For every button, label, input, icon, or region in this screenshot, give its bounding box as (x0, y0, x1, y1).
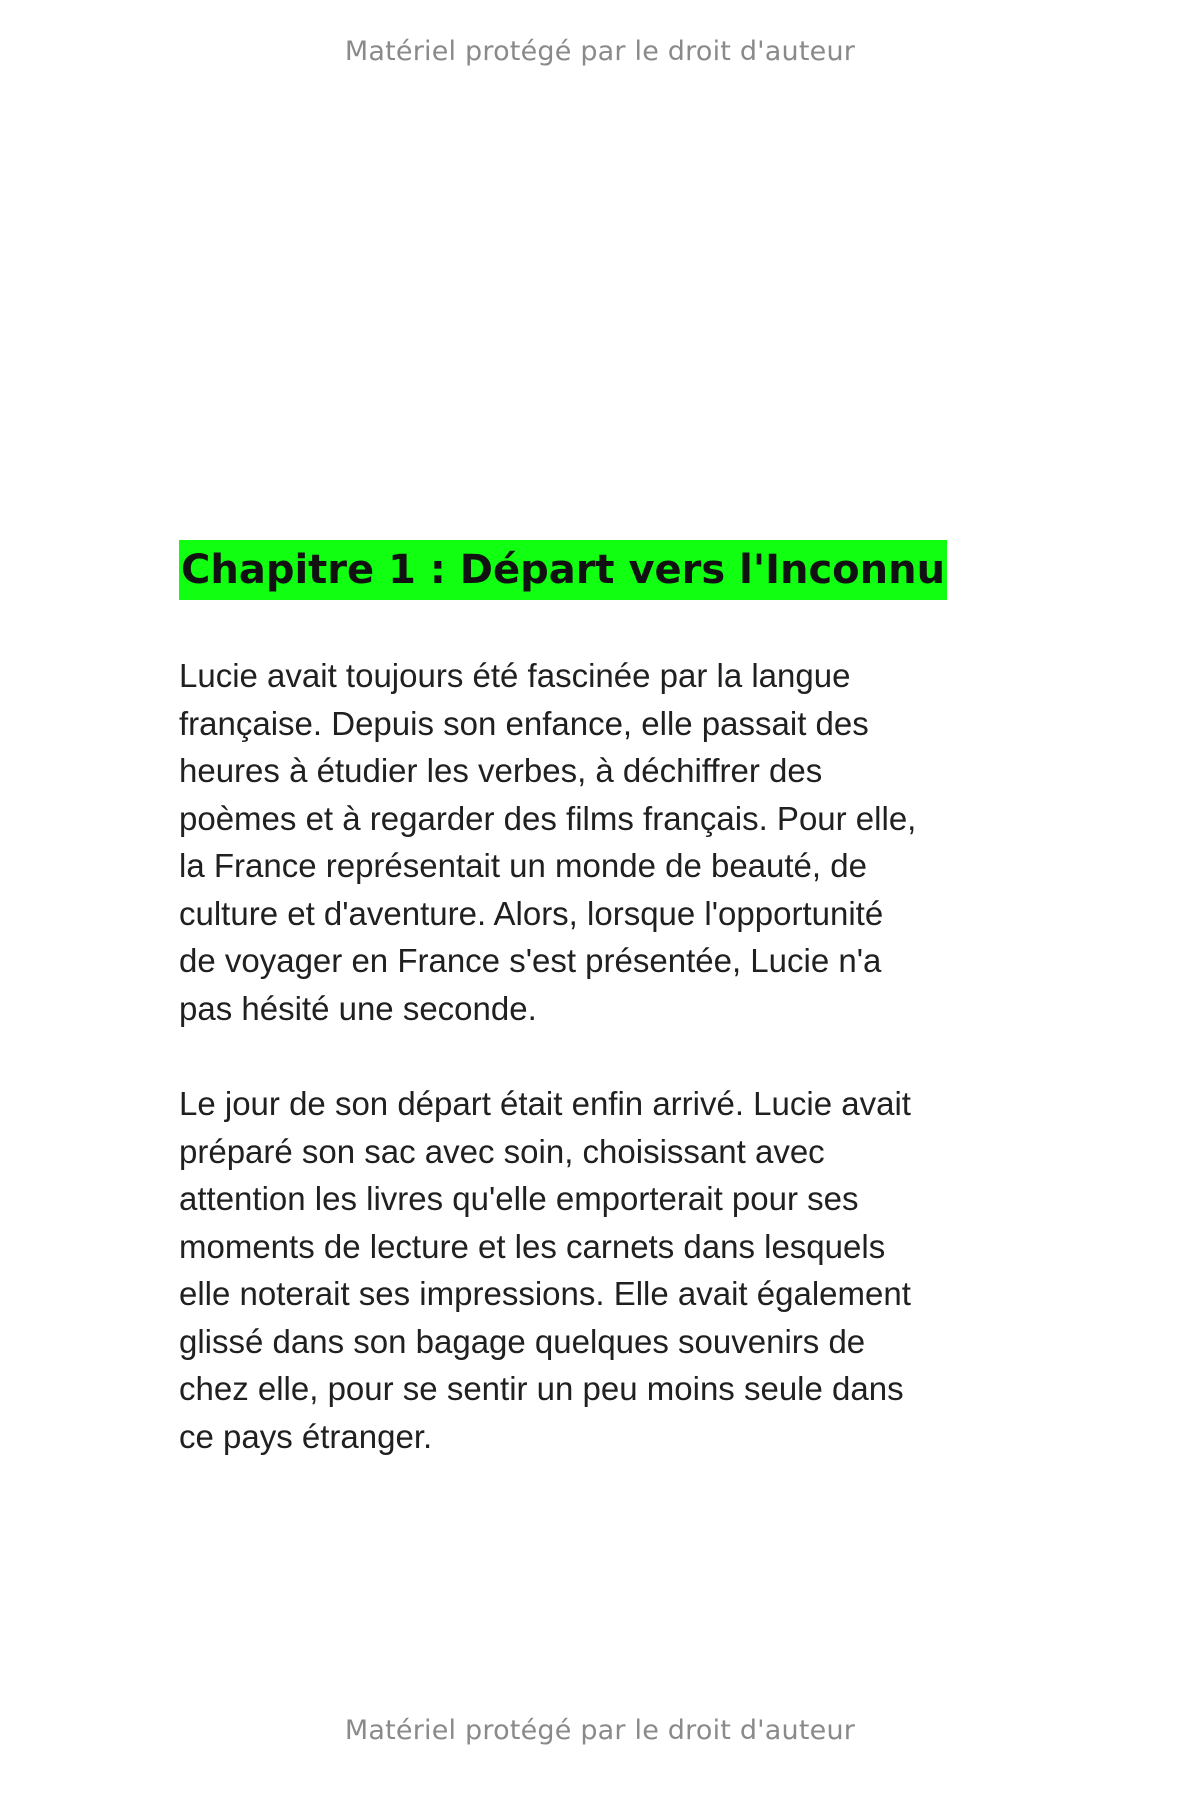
paragraph-line: Lucie avait toujours été fascinée par la langue (179, 657, 851, 694)
paragraph-line: glissé dans son bagage quelques souvenirs de (179, 1322, 866, 1360)
paragraph-line: ce pays étranger. (179, 1417, 433, 1455)
paragraph-line: heures à étudier les verbes, à déchiffrer des (179, 752, 823, 789)
paragraph-line: attention les livres qu'elle emporterait pour ses (179, 1180, 859, 1217)
paragraph-line: de voyager en France s'est présentée, Lucie n'a (179, 942, 882, 979)
chapter-title: Chapitre 1 : Départ vers l'Inconnu (179, 540, 947, 600)
paragraph-line: la France représentait un monde de beauté, de (179, 847, 867, 884)
paragraph-line: française. Depuis son enfance, elle passait des (179, 704, 869, 742)
copyright-watermark-top: Matériel protégé par le droit d'auteur (344, 36, 856, 67)
page-content (179, 540, 1019, 1508)
paragraph-line: culture et d'aventure. Alors, lorsque l'opportunité (179, 894, 884, 932)
paragraph-line: poèmes et à regarder des films français. Pour elle, (179, 799, 917, 837)
paragraph-line: pas hésité une seconde. (179, 989, 537, 1027)
paragraph-line: Le jour de son départ était enfin arrivé. Lucie avait (179, 1085, 911, 1122)
paragraph-line: elle noterait ses impressions. Elle avait également (179, 1275, 911, 1312)
paragraph-line: préparé son sac avec soin, choisissant avec (179, 1132, 825, 1170)
copyright-watermark-bottom: Matériel protégé par le droit d'auteur (344, 1715, 856, 1746)
paragraph-1 (179, 652, 1009, 1032)
paragraph-line: chez elle, pour se sentir un peu moins seule dans (179, 1370, 904, 1407)
paragraph-line: moments de lecture et les carnets dans lesquels (179, 1227, 886, 1265)
paragraph-2 (179, 1080, 1009, 1460)
